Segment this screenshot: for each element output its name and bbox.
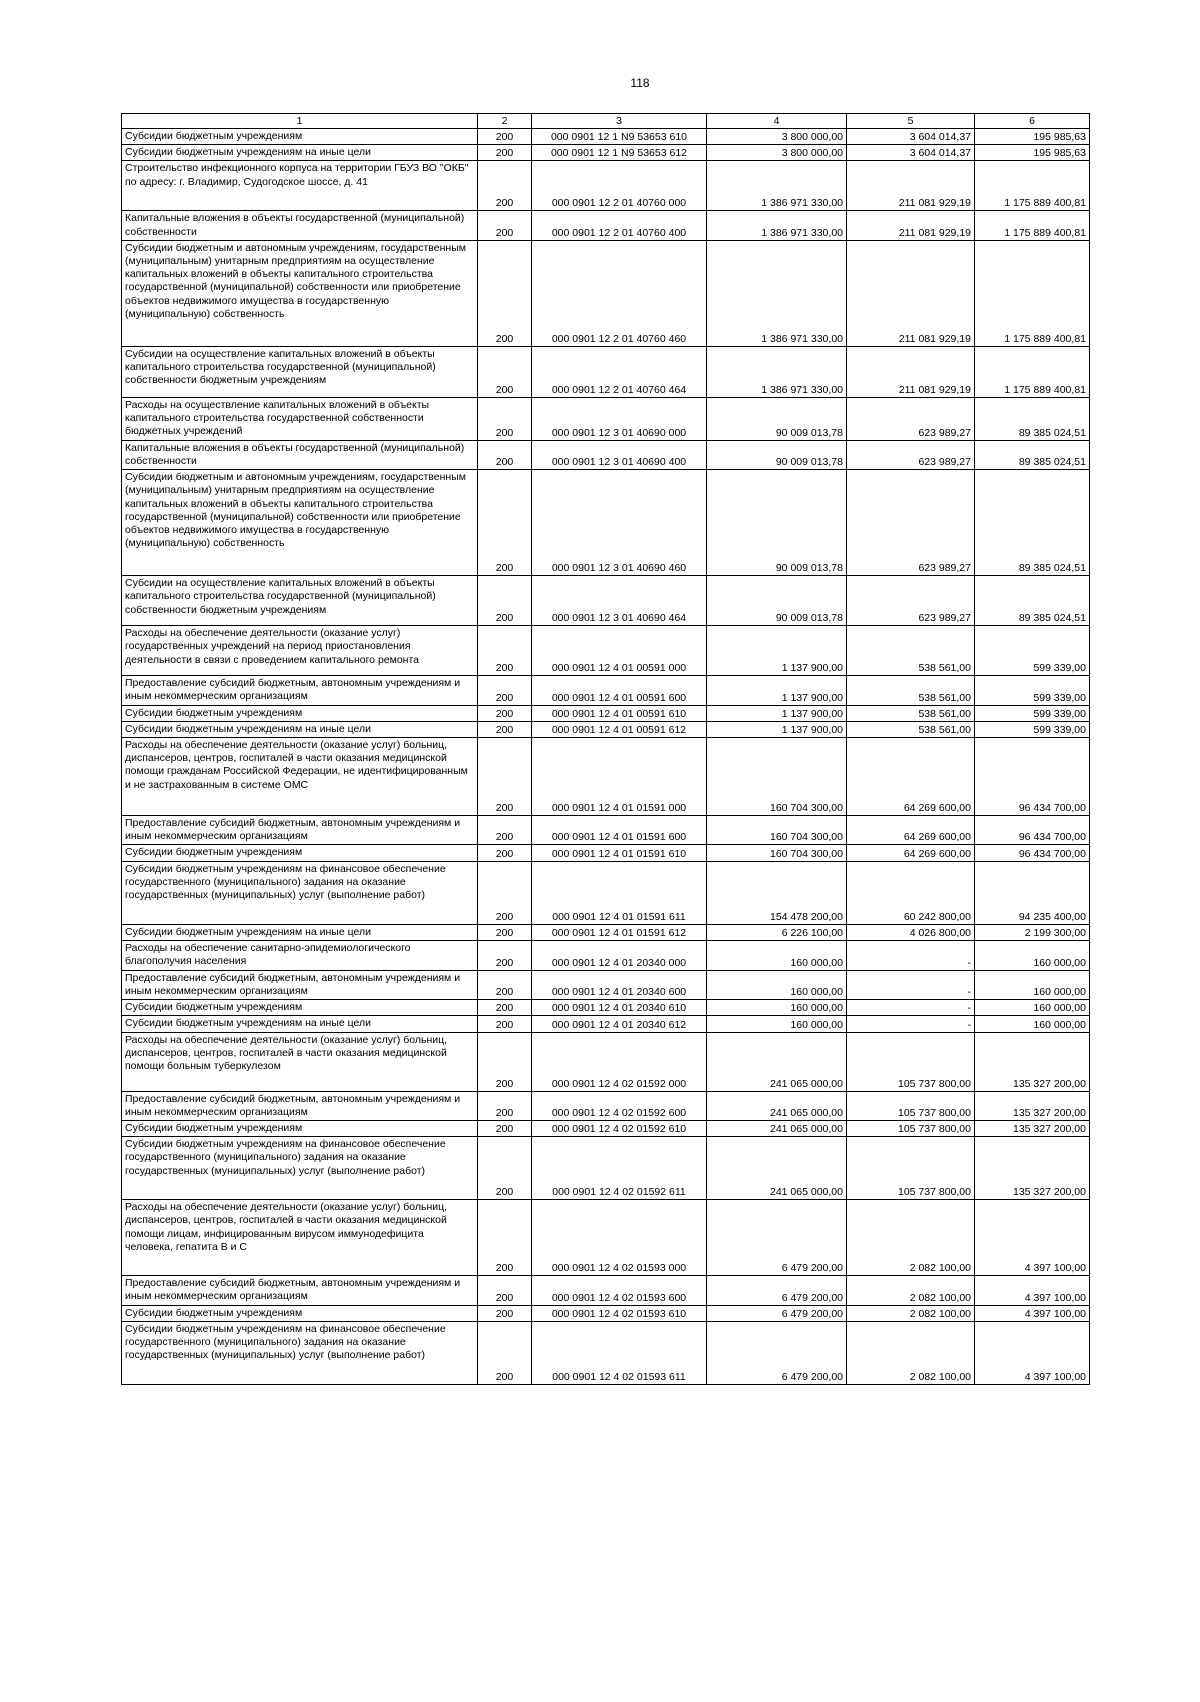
row-code: 000 0901 12 2 01 40760 464 [532,346,707,397]
row-amount-6: 96 434 700,00 [975,738,1090,816]
table-row [122,721,1090,737]
row-amount-6: 135 327 200,00 [975,1137,1090,1200]
row-amount-4: 6 226 100,00 [707,924,847,940]
row-code: 000 0901 12 1 N9 53653 612 [532,145,707,161]
table-row [122,1200,1090,1276]
row-amount-5: - [847,1000,975,1016]
table-row [122,440,1090,469]
table-row [122,626,1090,676]
row-name: Предоставление субсидий бюджетным, автономным учреждениям и иным некоммерческим организациям [122,970,478,999]
table-row [122,211,1090,240]
row-amount-6: 135 327 200,00 [975,1032,1090,1091]
row-code: 000 0901 12 4 02 01593 610 [532,1305,707,1321]
row-amount-4: 160 704 300,00 [707,738,847,816]
row-col2: 200 [478,970,532,999]
row-amount-5: 2 082 100,00 [847,1276,975,1305]
row-col2: 200 [478,924,532,940]
table-row [122,845,1090,861]
row-amount-6: 160 000,00 [975,970,1090,999]
row-amount-6: 2 199 300,00 [975,924,1090,940]
row-amount-6: 94 235 400,00 [975,861,1090,924]
row-amount-5: 211 081 929,19 [847,161,975,211]
row-code: 000 0901 12 4 01 20340 600 [532,970,707,999]
row-name: Субсидии бюджетным учреждениям [122,1000,478,1016]
row-amount-6: 599 339,00 [975,676,1090,705]
row-col2: 200 [478,161,532,211]
row-col2: 200 [478,346,532,397]
row-code: 000 0901 12 4 01 20340 612 [532,1016,707,1032]
row-col2: 200 [478,676,532,705]
row-name: Предоставление субсидий бюджетным, автономным учреждениям и иным некоммерческим организациям [122,1091,478,1120]
row-code: 000 0901 12 2 01 40760 400 [532,211,707,240]
table-row [122,1305,1090,1321]
table-row [122,970,1090,999]
row-amount-5: 211 081 929,19 [847,211,975,240]
row-name: Субсидии бюджетным учреждениям [122,1121,478,1137]
row-name: Предоставление субсидий бюджетным, автономным учреждениям и иным некоммерческим организациям [122,1276,478,1305]
row-amount-6: 89 385 024,51 [975,576,1090,626]
row-col2: 200 [478,211,532,240]
table-row [122,240,1090,346]
row-col2: 200 [478,1137,532,1200]
row-code: 000 0901 12 4 01 01591 611 [532,861,707,924]
row-name: Субсидии бюджетным учреждениям [122,705,478,721]
row-code: 000 0901 12 3 01 40690 000 [532,397,707,440]
row-col2: 200 [478,1276,532,1305]
row-col2: 200 [478,440,532,469]
table-row [122,129,1090,145]
row-code: 000 0901 12 4 02 01593 600 [532,1276,707,1305]
row-code: 000 0901 12 4 01 00591 610 [532,705,707,721]
row-col2: 200 [478,940,532,970]
row-amount-6: 195 985,63 [975,145,1090,161]
table-row [122,145,1090,161]
table-row [122,346,1090,397]
row-amount-6: 135 327 200,00 [975,1091,1090,1120]
row-code: 000 0901 12 4 01 00591 000 [532,626,707,676]
row-name: Расходы на обеспечение деятельности (оказание услуг) больниц, диспансеров, центров, госпиталей в части оказания медицинской помощи лицам, инфицированным вирусом иммунодефицита человека, гепатита В и С [122,1200,478,1276]
table-row [122,705,1090,721]
table-row [122,676,1090,705]
row-col2: 200 [478,145,532,161]
row-col2: 200 [478,721,532,737]
row-name: Субсидии бюджетным учреждениям на иные цели [122,145,478,161]
row-name: Строительство инфекционного корпуса на территории ГБУЗ ВО "ОКБ" по адресу: г. Владимир, Судогодское шоссе, д. 41 [122,161,478,211]
row-amount-5: 105 737 800,00 [847,1032,975,1091]
row-name: Субсидии бюджетным учреждениям на финансовое обеспечение государственного (муниципального) задания на оказание государственных (муниципальных) услуг (выполнение работ) [122,1321,478,1384]
row-amount-4: 1 137 900,00 [707,721,847,737]
row-code: 000 0901 12 4 02 01593 611 [532,1321,707,1384]
row-code: 000 0901 12 2 01 40760 460 [532,240,707,346]
row-amount-6: 160 000,00 [975,1016,1090,1032]
row-col2: 200 [478,576,532,626]
row-amount-6: 599 339,00 [975,721,1090,737]
row-code: 000 0901 12 3 01 40690 460 [532,470,707,576]
row-name: Расходы на обеспечение деятельности (оказание услуг) больниц, диспансеров, центров, госпиталей в части оказания медицинской помощи больным туберкулезом [122,1032,478,1091]
row-amount-4: 1 137 900,00 [707,676,847,705]
page-number: 118 [630,76,650,90]
row-code: 000 0901 12 4 02 01592 610 [532,1121,707,1137]
row-col2: 200 [478,1305,532,1321]
table-row [122,940,1090,970]
row-amount-4: 1 386 971 330,00 [707,211,847,240]
row-amount-4: 3 800 000,00 [707,129,847,145]
row-name: Расходы на обеспечение деятельности (оказание услуг) государственных учреждений на период приостановления деятельности в связи с проведением капитального ремонта [122,626,478,676]
row-amount-5: 538 561,00 [847,626,975,676]
row-amount-6: 89 385 024,51 [975,470,1090,576]
row-amount-4: 1 137 900,00 [707,626,847,676]
row-amount-5: 2 082 100,00 [847,1305,975,1321]
row-code: 000 0901 12 4 01 00591 600 [532,676,707,705]
row-amount-5: 64 269 600,00 [847,816,975,845]
row-amount-4: 241 065 000,00 [707,1121,847,1137]
row-code: 000 0901 12 4 02 01593 000 [532,1200,707,1276]
row-amount-5: 623 989,27 [847,470,975,576]
row-amount-4: 160 000,00 [707,1016,847,1032]
row-amount-4: 241 065 000,00 [707,1032,847,1091]
row-amount-4: 160 704 300,00 [707,845,847,861]
row-amount-4: 6 479 200,00 [707,1305,847,1321]
row-amount-6: 599 339,00 [975,705,1090,721]
row-amount-5: 2 082 100,00 [847,1321,975,1384]
row-code: 000 0901 12 4 02 01592 000 [532,1032,707,1091]
row-amount-5: 3 604 014,37 [847,129,975,145]
row-amount-4: 6 479 200,00 [707,1200,847,1276]
row-name: Субсидии бюджетным учреждениям [122,845,478,861]
header-row [122,114,1090,129]
row-col2: 200 [478,1032,532,1091]
row-name: Расходы на осуществление капитальных вложений в объекты капитального строительства государственной собственности бюджетных учреждений [122,397,478,440]
row-amount-4: 160 000,00 [707,970,847,999]
row-amount-4: 6 479 200,00 [707,1321,847,1384]
row-amount-5: 538 561,00 [847,721,975,737]
row-amount-6: 1 175 889 400,81 [975,211,1090,240]
row-code: 000 0901 12 4 01 01591 612 [532,924,707,940]
row-amount-4: 1 386 971 330,00 [707,346,847,397]
row-amount-6: 195 985,63 [975,129,1090,145]
row-amount-6: 89 385 024,51 [975,440,1090,469]
row-name: Субсидии на осуществление капитальных вложений в объекты капитального строительства государственной (муниципальной) собственности бюджетным учреждениям [122,576,478,626]
row-amount-4: 90 009 013,78 [707,440,847,469]
row-amount-5: 538 561,00 [847,705,975,721]
row-amount-5: - [847,1016,975,1032]
column-header: 6 [975,114,1090,129]
row-amount-4: 1 386 971 330,00 [707,161,847,211]
row-col2: 200 [478,816,532,845]
row-amount-4: 1 386 971 330,00 [707,240,847,346]
row-amount-5: 3 604 014,37 [847,145,975,161]
row-name: Субсидии бюджетным учреждениям на иные цели [122,924,478,940]
row-amount-5: - [847,940,975,970]
row-col2: 200 [478,1016,532,1032]
row-amount-4: 160 704 300,00 [707,816,847,845]
row-col2: 200 [478,1321,532,1384]
row-code: 000 0901 12 4 01 01591 600 [532,816,707,845]
row-name: Субсидии на осуществление капитальных вложений в объекты капитального строительства государственной (муниципальной) собственности бюджетным учреждениям [122,346,478,397]
row-code: 000 0901 12 3 01 40690 400 [532,440,707,469]
row-amount-6: 135 327 200,00 [975,1121,1090,1137]
row-amount-5: 211 081 929,19 [847,346,975,397]
row-amount-4: 90 009 013,78 [707,470,847,576]
row-amount-5: 4 026 800,00 [847,924,975,940]
row-amount-6: 1 175 889 400,81 [975,161,1090,211]
row-code: 000 0901 12 4 02 01592 611 [532,1137,707,1200]
row-name: Субсидии бюджетным и автономным учреждениям, государственным (муниципальным) унитарным предприятиям на осуществление капитальных вложений в объекты капитального строительства государственной (муниципальной) собственности или приобретение объектов недвижимого имущества в государственную (муниципальную) собственность [122,470,478,576]
row-amount-6: 4 397 100,00 [975,1321,1090,1384]
row-col2: 200 [478,738,532,816]
row-code: 000 0901 12 2 01 40760 000 [532,161,707,211]
row-amount-4: 241 065 000,00 [707,1091,847,1120]
row-amount-5: 2 082 100,00 [847,1200,975,1276]
table-row [122,397,1090,440]
table-row [122,816,1090,845]
row-amount-5: 623 989,27 [847,397,975,440]
table-row [122,576,1090,626]
row-amount-4: 3 800 000,00 [707,145,847,161]
row-name: Предоставление субсидий бюджетным, автономным учреждениям и иным некоммерческим организациям [122,816,478,845]
row-amount-5: 623 989,27 [847,576,975,626]
row-col2: 200 [478,861,532,924]
row-name: Субсидии бюджетным учреждениям [122,1305,478,1321]
table-row [122,738,1090,816]
row-code: 000 0901 12 4 01 20340 610 [532,1000,707,1016]
row-name: Предоставление субсидий бюджетным, автономным учреждениям и иным некоммерческим организациям [122,676,478,705]
row-col2: 200 [478,470,532,576]
row-name: Субсидии бюджетным и автономным учреждениям, государственным (муниципальным) унитарным предприятиям на осуществление капитальных вложений в объекты капитального строительства государственной (муниципальной) собственности или приобретение объектов недвижимого имущества в государственную (муниципальную) собственность [122,240,478,346]
column-header: 3 [532,114,707,129]
row-code: 000 0901 12 4 01 00591 612 [532,721,707,737]
row-amount-5: 105 737 800,00 [847,1137,975,1200]
row-amount-4: 160 000,00 [707,1000,847,1016]
row-amount-5: 623 989,27 [847,440,975,469]
row-amount-6: 96 434 700,00 [975,845,1090,861]
row-col2: 200 [478,397,532,440]
row-name: Субсидии бюджетным учреждениям на финансовое обеспечение государственного (муниципального) задания на оказание государственных (муниципальных) услуг (выполнение работ) [122,861,478,924]
row-code: 000 0901 12 4 01 20340 000 [532,940,707,970]
row-name: Субсидии бюджетным учреждениям на иные цели [122,1016,478,1032]
table-row [122,1121,1090,1137]
row-amount-6: 4 397 100,00 [975,1200,1090,1276]
row-name: Капитальные вложения в объекты государственной (муниципальной) собственности [122,440,478,469]
row-amount-6: 89 385 024,51 [975,397,1090,440]
row-amount-6: 4 397 100,00 [975,1276,1090,1305]
row-amount-4: 90 009 013,78 [707,397,847,440]
row-amount-4: 90 009 013,78 [707,576,847,626]
row-amount-4: 241 065 000,00 [707,1137,847,1200]
row-amount-6: 1 175 889 400,81 [975,346,1090,397]
table-row [122,924,1090,940]
table-row [122,161,1090,211]
row-name: Расходы на обеспечение деятельности (оказание услуг) больниц, диспансеров, центров, госпиталей в части оказания медицинской помощи гражданам Российской Федерации, не идентифицированным и не застрахованным в системе ОМС [122,738,478,816]
row-amount-6: 1 175 889 400,81 [975,240,1090,346]
row-amount-6: 160 000,00 [975,940,1090,970]
row-col2: 200 [478,240,532,346]
table-row [122,1032,1090,1091]
row-name: Субсидии бюджетным учреждениям на финансовое обеспечение государственного (муниципального) задания на оказание государственных (муниципальных) услуг (выполнение работ) [122,1137,478,1200]
table-row [122,1137,1090,1200]
row-name: Капитальные вложения в объекты государственной (муниципальной) собственности [122,211,478,240]
row-amount-6: 96 434 700,00 [975,816,1090,845]
row-col2: 200 [478,129,532,145]
row-amount-4: 6 479 200,00 [707,1276,847,1305]
row-col2: 200 [478,1000,532,1016]
row-amount-5: 105 737 800,00 [847,1091,975,1120]
row-amount-5: 105 737 800,00 [847,1121,975,1137]
row-amount-4: 1 137 900,00 [707,705,847,721]
table-row [122,1276,1090,1305]
column-header: 4 [707,114,847,129]
row-amount-5: 211 081 929,19 [847,240,975,346]
row-col2: 200 [478,845,532,861]
table-row [122,1000,1090,1016]
table-row [122,861,1090,924]
row-col2: 200 [478,1091,532,1120]
row-col2: 200 [478,1200,532,1276]
row-name: Субсидии бюджетным учреждениям на иные цели [122,721,478,737]
row-amount-5: 64 269 600,00 [847,845,975,861]
row-name: Расходы на обеспечение санитарно-эпидемиологического благополучия населения [122,940,478,970]
row-amount-5: 538 561,00 [847,676,975,705]
row-name: Субсидии бюджетным учреждениям [122,129,478,145]
budget-table [121,113,1090,1385]
column-header: 1 [122,114,478,129]
row-code: 000 0901 12 4 02 01592 600 [532,1091,707,1120]
row-amount-4: 160 000,00 [707,940,847,970]
row-amount-6: 4 397 100,00 [975,1305,1090,1321]
row-code: 000 0901 12 1 N9 53653 610 [532,129,707,145]
row-amount-5: - [847,970,975,999]
row-code: 000 0901 12 4 01 01591 610 [532,845,707,861]
row-amount-6: 160 000,00 [975,1000,1090,1016]
table-row [122,1321,1090,1384]
row-amount-5: 60 242 800,00 [847,861,975,924]
row-code: 000 0901 12 4 01 01591 000 [532,738,707,816]
row-col2: 200 [478,705,532,721]
column-header: 5 [847,114,975,129]
row-code: 000 0901 12 3 01 40690 464 [532,576,707,626]
row-amount-5: 64 269 600,00 [847,738,975,816]
column-header: 2 [478,114,532,129]
row-col2: 200 [478,1121,532,1137]
row-col2: 200 [478,626,532,676]
table-row [122,1016,1090,1032]
table-row [122,1091,1090,1120]
row-amount-6: 599 339,00 [975,626,1090,676]
row-amount-4: 154 478 200,00 [707,861,847,924]
table-row [122,470,1090,576]
